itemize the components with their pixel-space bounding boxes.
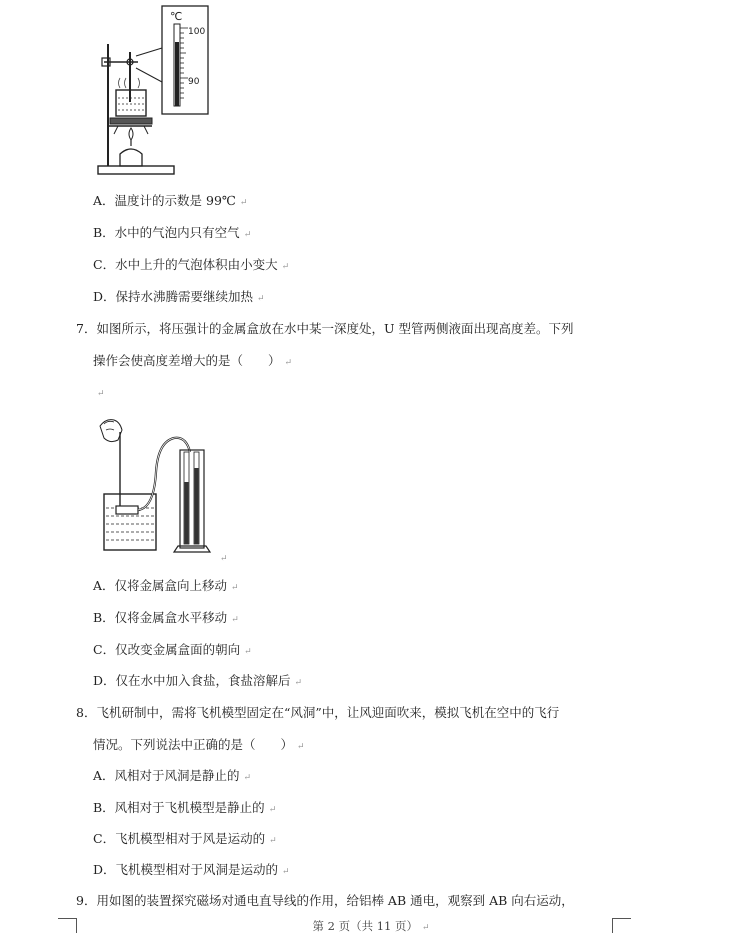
q6-option-d: D．保持水沸腾需要继续加热 ↵ bbox=[93, 289, 265, 304]
q7-option-a: A．仅将金属盒向上移动 ↵ bbox=[93, 578, 239, 593]
hand-sketch bbox=[100, 420, 122, 442]
thermometer-inset bbox=[162, 6, 208, 114]
q7-stem-line1: 7．如图所示，将压强计的金属盒放在水中某一深度处，U 型管两侧液面出现高度差。下列 bbox=[76, 321, 574, 336]
q8-option-a: A．风相对于风洞是静止的 ↵ bbox=[93, 768, 252, 783]
q8-option-c: C．飞机模型相对于风是运动的 ↵ bbox=[93, 831, 277, 846]
pressure-gauge-figure bbox=[94, 412, 226, 562]
q8-option-d: D．飞机模型相对于风洞是运动的 ↵ bbox=[93, 862, 290, 877]
q6-option-c: C．水中上升的气泡体积由小变大 ↵ bbox=[93, 257, 290, 272]
thermometer-100-label: 100 bbox=[188, 27, 206, 37]
thermometer-90-label: 90 bbox=[188, 77, 200, 87]
q8-stem-line1: 8．飞机研制中，需将飞机模型固定在“风洞”中，让风迎面吹来，模拟飞机在空中的飞行 bbox=[76, 705, 560, 720]
q8-stem-line2: 情况。下列说法中正确的是（ ） ↵ bbox=[93, 737, 305, 752]
q9-stem-line1: 9．用如图的装置探究磁场对通电直导线的作用，给铝棒 AB 通电，观察到 AB 向右运动， bbox=[76, 893, 574, 908]
thermometer-unit-label: ℃ bbox=[170, 10, 183, 23]
q6-option-a: A．温度计的示数是 99℃ ↵ bbox=[93, 193, 248, 208]
q7-figure-mark: ↵ bbox=[220, 554, 228, 564]
q7-option-c: C．仅改变金属盒面的朝向 ↵ bbox=[93, 642, 252, 657]
alcohol-lamp bbox=[120, 149, 142, 166]
metal-box bbox=[116, 506, 138, 514]
q7-option-b: B．仅将金属盒水平移动 ↵ bbox=[93, 610, 239, 625]
page-footer: 第 2 页（共 11 页） ↵ bbox=[312, 919, 430, 933]
q6-option-b: B．水中的气泡内只有空气 ↵ bbox=[93, 225, 252, 240]
q7-blank-line: ↵ bbox=[97, 389, 105, 399]
boiling-water-apparatus-figure bbox=[90, 4, 230, 182]
q7-option-d: D．仅在水中加入食盐，食盐溶解后 ↵ bbox=[93, 673, 303, 688]
q7-stem-line2: 操作会使高度差增大的是（ ） ↵ bbox=[93, 353, 293, 368]
q8-option-b: B．风相对于飞机模型是静止的 ↵ bbox=[93, 800, 277, 815]
wire-gauze bbox=[110, 118, 152, 124]
stand-base bbox=[98, 166, 174, 174]
